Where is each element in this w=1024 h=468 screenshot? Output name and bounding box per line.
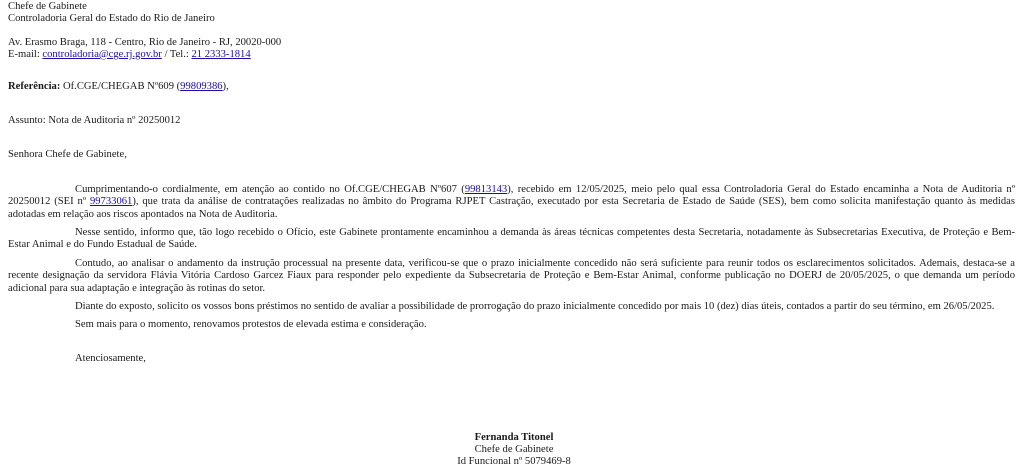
header-org: Controladoria Geral do Estado do Rio de Janeiro (8, 13, 215, 24)
header-contact (8, 49, 251, 61)
phone-link[interactable]: 21 2333-1814 (191, 49, 251, 60)
signature-role: Chefe de Gabinete (474, 444, 554, 455)
reference-suffix: ), (222, 81, 229, 92)
signature-id: Id Funcional nº 5079469-8 (457, 456, 571, 467)
reference-label: Referência: (8, 81, 61, 92)
paragraph-5: Sem mais para o momento, renovamos protestos de elevada estima e consideração. (75, 319, 427, 330)
header-role: Chefe de Gabinete (8, 1, 87, 12)
reference-line (8, 81, 229, 93)
closing: Atenciosamente, (75, 353, 146, 364)
p1-text-c: ), que trata da análise de contratações realizadas no âmbito do Programa RJPET Castração, executado por esta Secretaria de Estado de Saúde (SES), bem como solicita manifestação quanto às medidas adotadas em relação aos riscos apontados na Nota de Auditoria. (8, 196, 1015, 220)
p1-text-a: Cumprimentando-o cordialmente, em atenção ao contido no Of.CGE/CHEGAB Nº607 ( (75, 184, 465, 195)
subject-line: Assunto: Nota de Auditoria nº 20250012 (8, 115, 181, 126)
p1-link-sei[interactable]: 99733061 (89, 196, 133, 208)
email-label: E-mail: (8, 49, 43, 60)
signature-name: Fernanda Titonel (474, 432, 554, 443)
paragraph-4: Diante do exposto, solicito os vossos bons préstimos no sentido de avaliar a possibilidade de prorrogação do prazo inicialmente concedido por mais 10 (dez) dias úteis, contados a partir do seu término, em 26/05/2025. (75, 301, 995, 312)
paragraph-1 (8, 184, 1015, 221)
paragraph-2: Nesse sentido, informo que, tão logo recebido o Ofício, este Gabinete prontamente encaminhou a demanda às áreas técnicas competentes desta Secretaria, notadamente às Subsecretarias Executiva, de Proteção e Bem-Estar Animal e do Fundo Estadual de Saúde. (8, 227, 1015, 251)
reference-text: Of.CGE/CHEGAB Nº609 ( (60, 81, 181, 92)
email-link[interactable]: controladoria@cge.rj.gov.br (42, 49, 162, 60)
p1-link-ofcge[interactable]: 99813143 (464, 184, 508, 195)
phone-label: / Tel.: (161, 49, 192, 60)
p1-text-b: ), recebido em 12/05/2025, meio pelo qual essa Controladoria Geral do Estado encaminha a Nota de Auditoria nº 20250012 (SEI nº (8, 184, 1015, 208)
paragraph-3: Contudo, ao analisar o andamento da instrução processual na presente data, verificou-se que o prazo inicialmente concedido não será suficiente para reunir todos os esclarecimentos solicitados. Ademais, destaca-se a recente designação da servidora Flávia Vitória Cardoso Garcez Fiaux para responder pelo expediente da Subsecretaria de Proteção e Bem-Estar Animal, conforme publicação no DOERJ de 20/05/2025, o que demanda um período adicional para sua adaptação e integração às rotinas do setor. (8, 258, 1015, 294)
reference-link[interactable]: 99809386 (180, 81, 223, 92)
header-address: Av. Erasmo Braga, 118 - Centro, Rio de Janeiro - RJ, 20020-000 (8, 37, 282, 48)
salutation: Senhora Chefe de Gabinete, (8, 149, 127, 160)
